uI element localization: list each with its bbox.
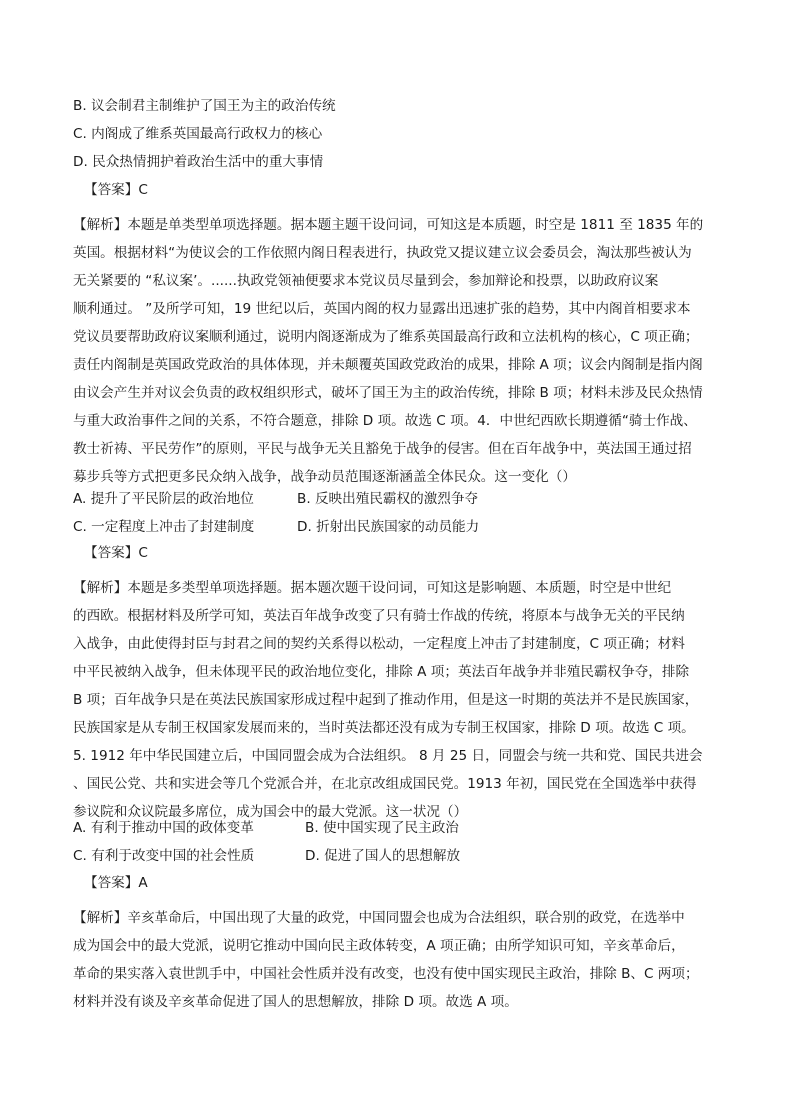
text-line: 入战争，由此使得封臣与封君之间的契约关系得以松动，一定程度上冲击了封建制度，C 项正确；材料: [73, 636, 685, 652]
text-line: C. 内阁成了维系英国最高行政权力的核心: [73, 126, 323, 142]
choice-option: B. 使中国实现了民主政治: [305, 820, 459, 836]
text-line: 民族国家是从专制王权国家发展而来的，当时英法都还没有成为专制王权国家，排除 D 项。故选 C 项。: [73, 720, 695, 736]
text-line: 的西欧。根据材料及所学可知，英法百年战争改变了只有骑士作战的传统，将原本与战争无关的平民纳: [73, 608, 685, 624]
answer-line: 【答案】C: [84, 545, 148, 561]
text-line: 责任内阁制是英国政党政治的具体体现，并未颠覆英国政党政治的成果，排除 A 项；议会内阁制是指内阁: [73, 357, 703, 373]
text-line: 、国民公党、共和实进会等几个党派合并，在北京改组成国民党。1913 年初，国民党在全国选举中获得: [73, 776, 697, 792]
choice-option: B. 反映出殖民霸权的激烈争夺: [297, 491, 479, 507]
text-line: 英国。根据材料“为使议会的工作依照内阁日程表进行，执政党又提议建立议会委员会，淘汰那些被认为: [73, 245, 692, 261]
text-line: 革命的果实落入袁世凯手中，中国社会性质并没有改变，也没有使中国实现民主政治，排除 B、C 两项；: [73, 966, 699, 982]
choice-option: C. 一定程度上冲击了封建制度: [73, 519, 255, 535]
text-line: 无关紧要的 “私议案’。......执政党领袖便要求本党议员尽量到会，参加辩论和投票，以助政府议案: [73, 273, 659, 289]
answer-line: 【答案】C: [84, 182, 148, 198]
choice-option: D. 促进了国人的思想解放: [305, 848, 461, 864]
text-line: 党议员要帮助政府议案顺利通过，说明内阁逐渐成为了维系英国最高行政和立法机构的核心，C 项正确；: [73, 329, 699, 345]
text-line: 顺利通过。 ”及所学可知，19 世纪以后，英国内阁的权力显露出迅速扩张的趋势，其中内阁首相要求本: [73, 301, 691, 317]
choice-option: D. 折射出民族国家的动员能力: [297, 519, 480, 535]
text-line: 与重大政治事件之间的关系，不符合题意，排除 D 项。故选 C 项。4．中世纪西欧长期遵循“骑士作战、: [73, 413, 697, 429]
choice-option: C. 有利于改变中国的社会性质: [73, 848, 255, 864]
text-line: B. 议会制君主制维护了国王为主的政治传统: [73, 98, 336, 114]
text-line: 5. 1912 年中华民国建立后，中国同盟会成为合法组织。 8 月 25 日，同盟会与统一共和党、国民共进会: [73, 748, 703, 764]
text-line: 参议院和众议院最多席位，成为国会中的最大党派。这一状况（）: [73, 804, 468, 820]
text-line: 成为国会中的最大党派，说明它推动中国向民主政体转变，A 项正确；由所学知识可知，辛亥革命后，: [73, 938, 685, 954]
text-line: 材料并没有谈及辛亥革命促进了国人的思想解放，排除 D 项。故选 A 项。: [73, 994, 518, 1010]
choice-option: A. 提升了平民阶层的政治地位: [73, 491, 254, 507]
text-line: 【解析】本题是多类型单项选择题。据本题次题干设问词，可知这是影响题、本质题，时空是中世纪: [73, 580, 672, 596]
text-line: 教士祈祷、平民劳作”的原则，平民与战争无关且豁免于战争的侵害。但在百年战争中，英法国王通过招: [73, 441, 692, 457]
text-line: 【解析】辛亥革命后，中国出现了大量的政党，中国同盟会也成为合法组织，联合别的政党，在选举中: [73, 910, 685, 926]
text-line: B 项；百年战争只是在英法民族国家形成过程中起到了推动作用，但是这一时期的英法并不是民族国家，: [73, 692, 699, 708]
text-line: 【解析】本题是单类型单项选择题。据本题主题干设问词，可知这是本质题，时空是 1811 至 1835 年的: [73, 217, 704, 233]
text-line: 由议会产生并对议会负责的政权组织形式，破坏了国王为主的政治传统，排除 B 项；材料未涉及民众热情: [73, 385, 703, 401]
choice-option: A. 有利于推动中国的政体变革: [73, 820, 254, 836]
text-line: 中平民被纳入战争，但未体现平民的政治地位变化，排除 A 项；英法百年战争并非殖民霸权争夺，排除: [73, 664, 690, 680]
text-line: D. 民众热情拥护着政治生活中的重大事情: [73, 154, 324, 170]
text-line: 募步兵等方式把更多民众纳入战争，战争动员范围逐渐涵盖全体民众。这一变化（）: [73, 469, 576, 485]
answer-line: 【答案】A: [84, 875, 148, 891]
